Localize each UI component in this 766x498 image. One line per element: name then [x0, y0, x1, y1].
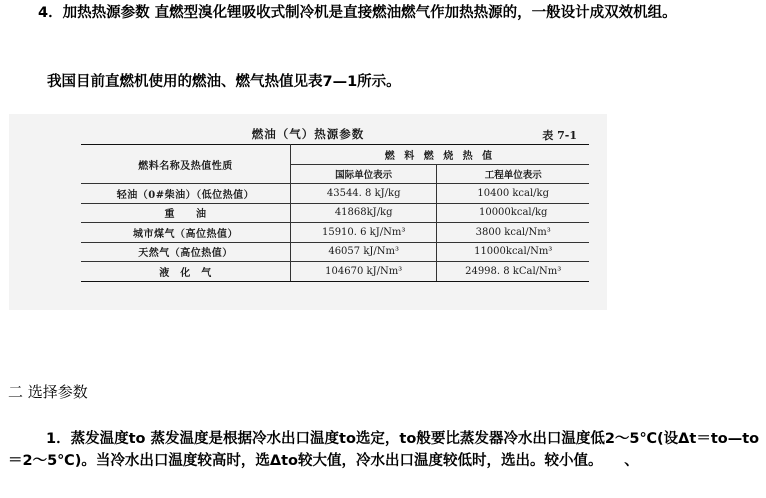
table-row — [81, 184, 589, 204]
eng-value-cell: 10400 kcal/kg — [437, 184, 589, 204]
si-value-cell: 43544. 8 kJ/kg — [290, 184, 436, 204]
fuel-name-cell: 天然气（高位热值） — [81, 242, 290, 262]
table-title: 燃油（气）热源参数 — [251, 127, 365, 141]
paragraph-table-reference: 我国目前直燃机使用的燃油、燃气热值见表7—1所示。 — [47, 74, 401, 90]
table-row — [81, 242, 589, 262]
column-header-fuel: 燃料名称及热值性质 — [81, 145, 290, 184]
fuel-name-cell: 重 油 — [81, 203, 290, 223]
paragraph-evaporation-temperature: 1．蒸发温度to 蒸发温度是根据冷水出口温度to选定，to般要比蒸发器冷水出口温度低2～5℃(设Δt＝to—to＝2～5℃)。当冷水出口温度较高时，选Δto较大值，冷水出口温度较低时，选出。较小值。 、 — [8, 431, 760, 469]
table-row — [81, 223, 589, 243]
fuel-heat-table-image — [9, 114, 607, 310]
fuel-name-cell: 轻油（0#柴油）（低位热值） — [81, 184, 290, 204]
si-value-cell: 104670 kJ/Nm³ — [290, 262, 436, 282]
column-header-si: 国际单位表示 — [290, 164, 436, 184]
eng-value-cell: 24998. 8 kCal/Nm³ — [437, 262, 589, 282]
si-value-cell: 41868kJ/kg — [290, 203, 436, 223]
table-row — [81, 262, 589, 282]
eng-value-cell: 3800 kcal/Nm³ — [437, 223, 589, 243]
fuel-name-cell: 液 化 气 — [81, 262, 290, 282]
paragraph-heating-source: 4．加热热源参数 直燃型溴化锂吸收式制冷机是直接燃油燃气作加热热源的，一般设计成双效机组。 — [38, 5, 677, 21]
eng-value-cell: 10000kcal/kg — [437, 203, 589, 223]
section-heading: 二 选择参数 — [8, 383, 88, 401]
column-header-eng: 工程单位表示 — [437, 164, 589, 184]
si-value-cell: 46057 kJ/Nm³ — [290, 242, 436, 262]
group-header-heat-value: 燃 料 燃 烧 热 值 — [290, 145, 589, 165]
table-row — [81, 203, 589, 223]
fuel-heat-table — [81, 144, 589, 282]
eng-value-cell: 11000kcal/Nm³ — [437, 242, 589, 262]
si-value-cell: 15910. 6 kJ/Nm³ — [290, 223, 436, 243]
fuel-name-cell: 城市煤气（高位热值） — [81, 223, 290, 243]
table-number: 表 7-1 — [542, 129, 577, 142]
